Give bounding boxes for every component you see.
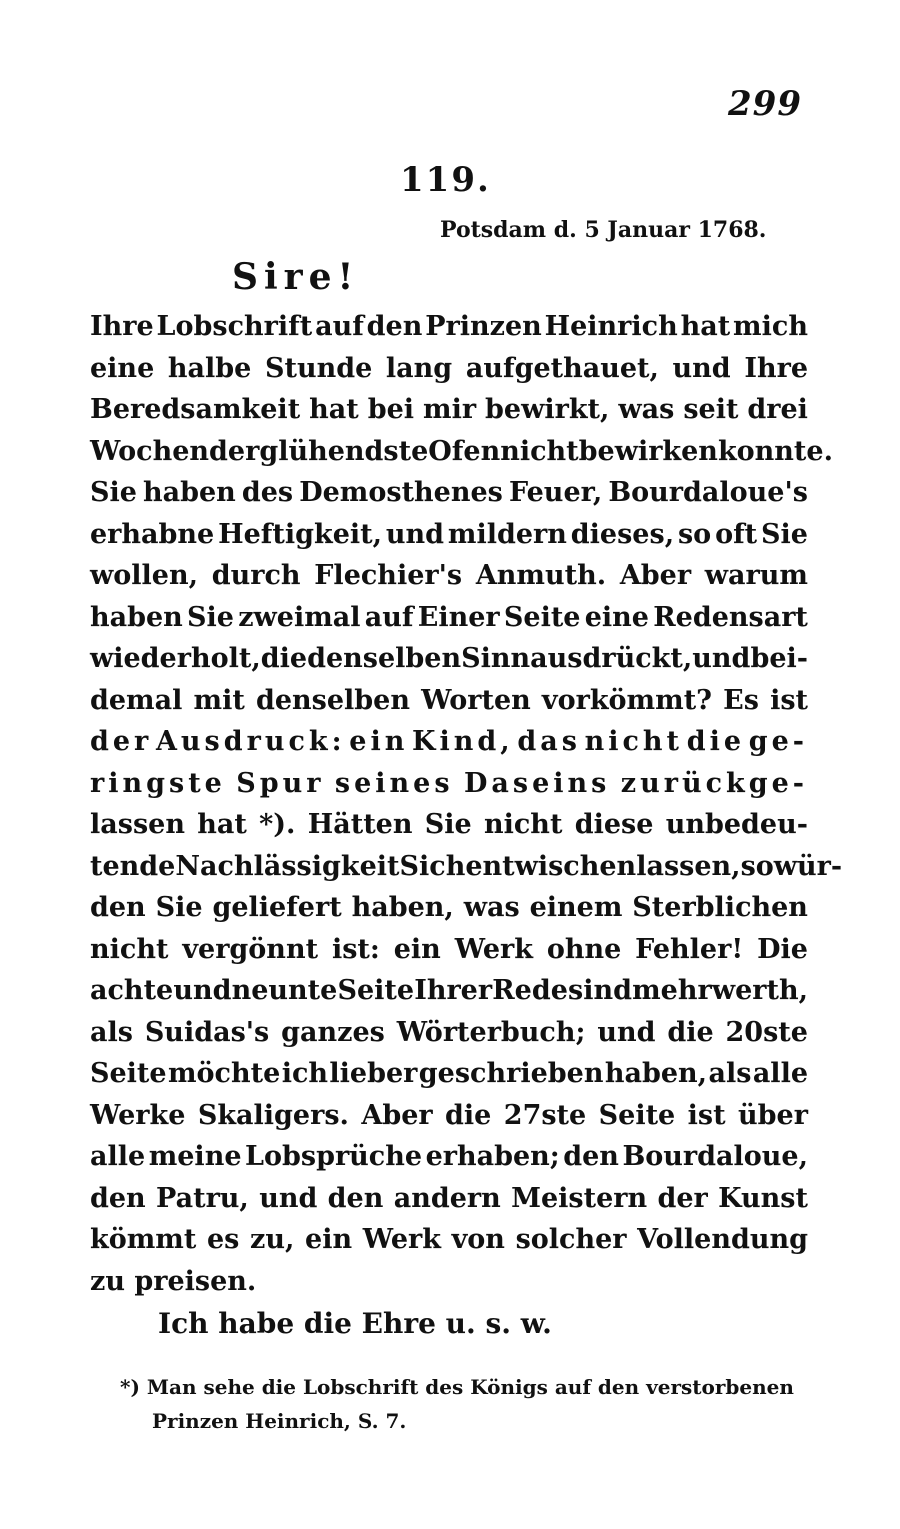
page-number: 299 <box>728 84 802 124</box>
body-line: nicht vergönnt ist: ein Werk ohne Fehler! Die <box>90 933 808 965</box>
body-line: demal mit denselben Worten vorkömmt? Es ist <box>90 684 808 716</box>
body-line-last: zu preisen. <box>90 1265 257 1297</box>
body-line: Beredsamkeit hat bei mir bewirkt, was seit drei <box>90 394 808 425</box>
body-line: ringste Spur seines Daseins zurückge- <box>90 767 808 799</box>
body-line: den Sie geliefert haben, was einem Sterblichen <box>90 892 808 923</box>
closing-formula: Ich habe die Ehre u. s. w. <box>158 1307 552 1340</box>
body-line: der Ausdruck: ein Kind, das nicht die ge- <box>90 726 808 757</box>
body-line: erhabne Heftigkeit, und mildern dieses, so oft Sie <box>90 518 808 550</box>
body-line: kömmt es zu, ein Werk von solcher Vollendung <box>90 1224 808 1255</box>
dateline: Potsdam d. 5 Januar 1768. <box>440 217 767 243</box>
body-line: Sie haben des Demosthenes Feuer, Bourdaloue's <box>90 477 808 508</box>
letter-body <box>90 306 843 1302</box>
body-line: wiederholt, die denselben Sinn ausdrückt, und bei- <box>90 643 808 674</box>
body-line: alle meine Lobsprüche erhaben; den Bourdaloue, <box>90 1141 808 1172</box>
body-line: Werke Skaligers. Aber die 27ste Seite ist über <box>90 1099 808 1131</box>
body-line: Seite möchte ich lieber geschrieben haben, als alle <box>90 1058 808 1089</box>
body-line: wollen, durch Flechier's Anmuth. Aber warum <box>90 560 808 591</box>
footnote-line: *) Man sehe die Lobschrift des Königs auf den verstorbenen <box>120 1375 794 1399</box>
body-line: lassen hat *). Hätten Sie nicht diese unbedeu- <box>90 809 808 840</box>
footnote <box>120 1370 810 1438</box>
footnote-line: Prinzen Heinrich, S. 7. <box>152 1409 407 1433</box>
body-line: Ihre Lobschrift auf den Prinzen Heinrich hat mich <box>90 311 808 342</box>
body-line: achte und neunte Seite Ihrer Rede sind mehr werth, <box>90 975 808 1006</box>
letter-number: 119. <box>400 160 491 200</box>
body-line: eine halbe Stunde lang aufgethauet, und Ihre <box>90 352 808 384</box>
body-line: haben Sie zweimal auf Einer Seite eine Redensart <box>90 601 808 633</box>
body-line: den Patru, und den andern Meistern der Kunst <box>90 1182 808 1214</box>
body-line: tende Nachlässigkeit Sich entwischen lassen, so wür- <box>90 850 843 882</box>
body-line: Wochen der glühendste Ofen nicht bewirken konnte. <box>90 435 833 467</box>
salutation: Sire! <box>232 256 360 298</box>
body-line: als Suidas's ganzes Wörterbuch; und die 20ste <box>90 1016 808 1048</box>
